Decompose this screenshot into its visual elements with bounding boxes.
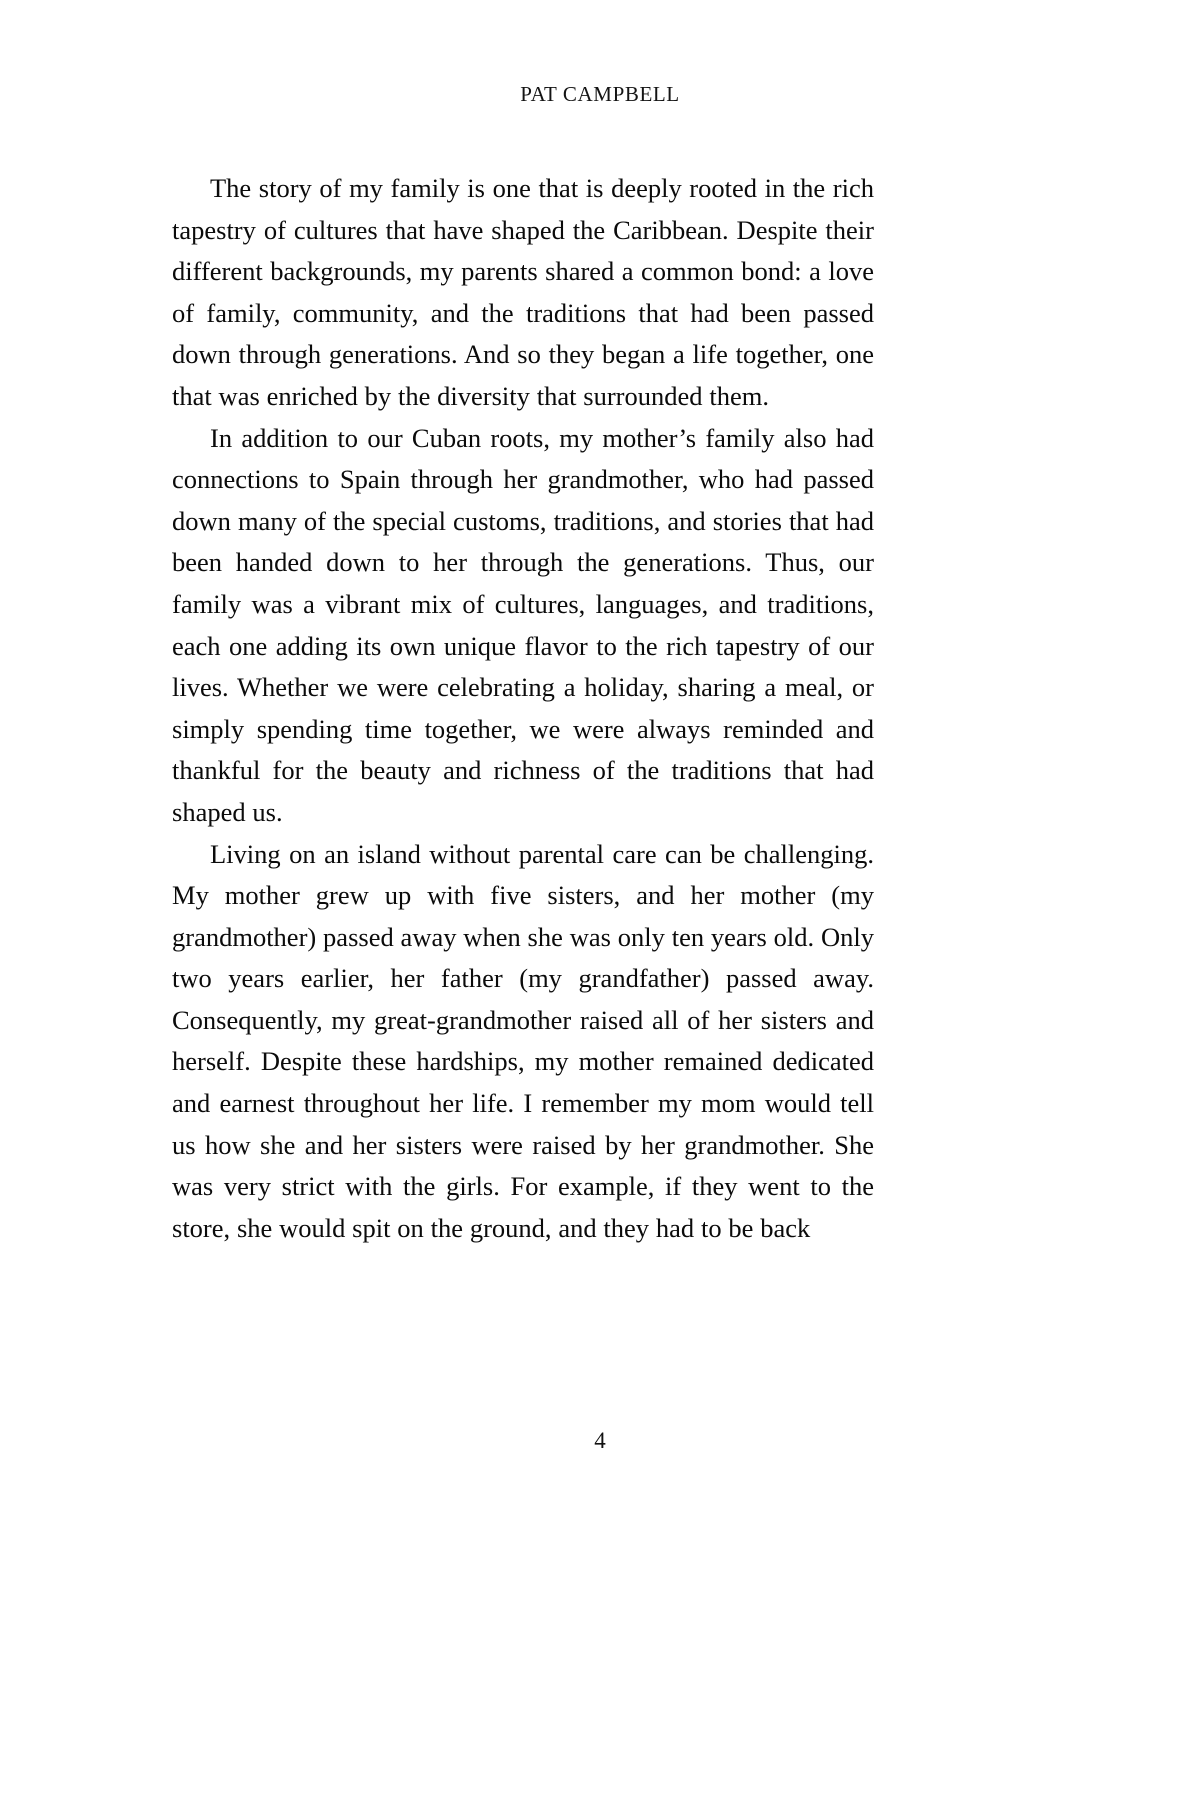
paragraph: In addition to our Cuban roots, my mother’s family also had connections to Spain through her grandmother, who had passed down many of the special customs, traditions, and stories that had been handed down to her through the generations. Thus, our family was a vibrant mix of cultures, languages, and traditions, each one adding its own unique flavor to the rich tapestry of our lives. Whether we were celebrating a holiday, sharing a meal, or simply spending time together, we were always reminded and thankful for the beauty and richness of the traditions that had shaped us. <box>172 422 874 827</box>
body-text-block <box>172 168 874 1249</box>
paragraph: Living on an island without parental care can be challenging. My mother grew up with five sisters, and her mother (my grandmother) passed away when she was only ten years old. Only two years earlier, her father (my grandfather) passed away. Consequently, my great-grandmother raised all of her sisters and herself. Despite these hardships, my mother remained dedicated and earnest throughout her life. I remember my mom would tell us how she and her sisters were raised by her grandmother. She was very strict with the girls. For example, if they went to the store, she would spit on the ground, and they had to be back <box>172 838 874 1243</box>
running-head: PAT CAMPBELL <box>520 82 680 106</box>
page-number: 4 <box>594 1428 606 1453</box>
paragraph: The story of my family is one that is deeply rooted in the rich tapestry of cultures that have shaped the Caribbean. Despite their different backgrounds, my parents shared a common bond: a love of family, community, and the traditions that had been passed down through generations. And so they began a life together, one that was enriched by the diversity that surrounded them. <box>172 173 874 411</box>
